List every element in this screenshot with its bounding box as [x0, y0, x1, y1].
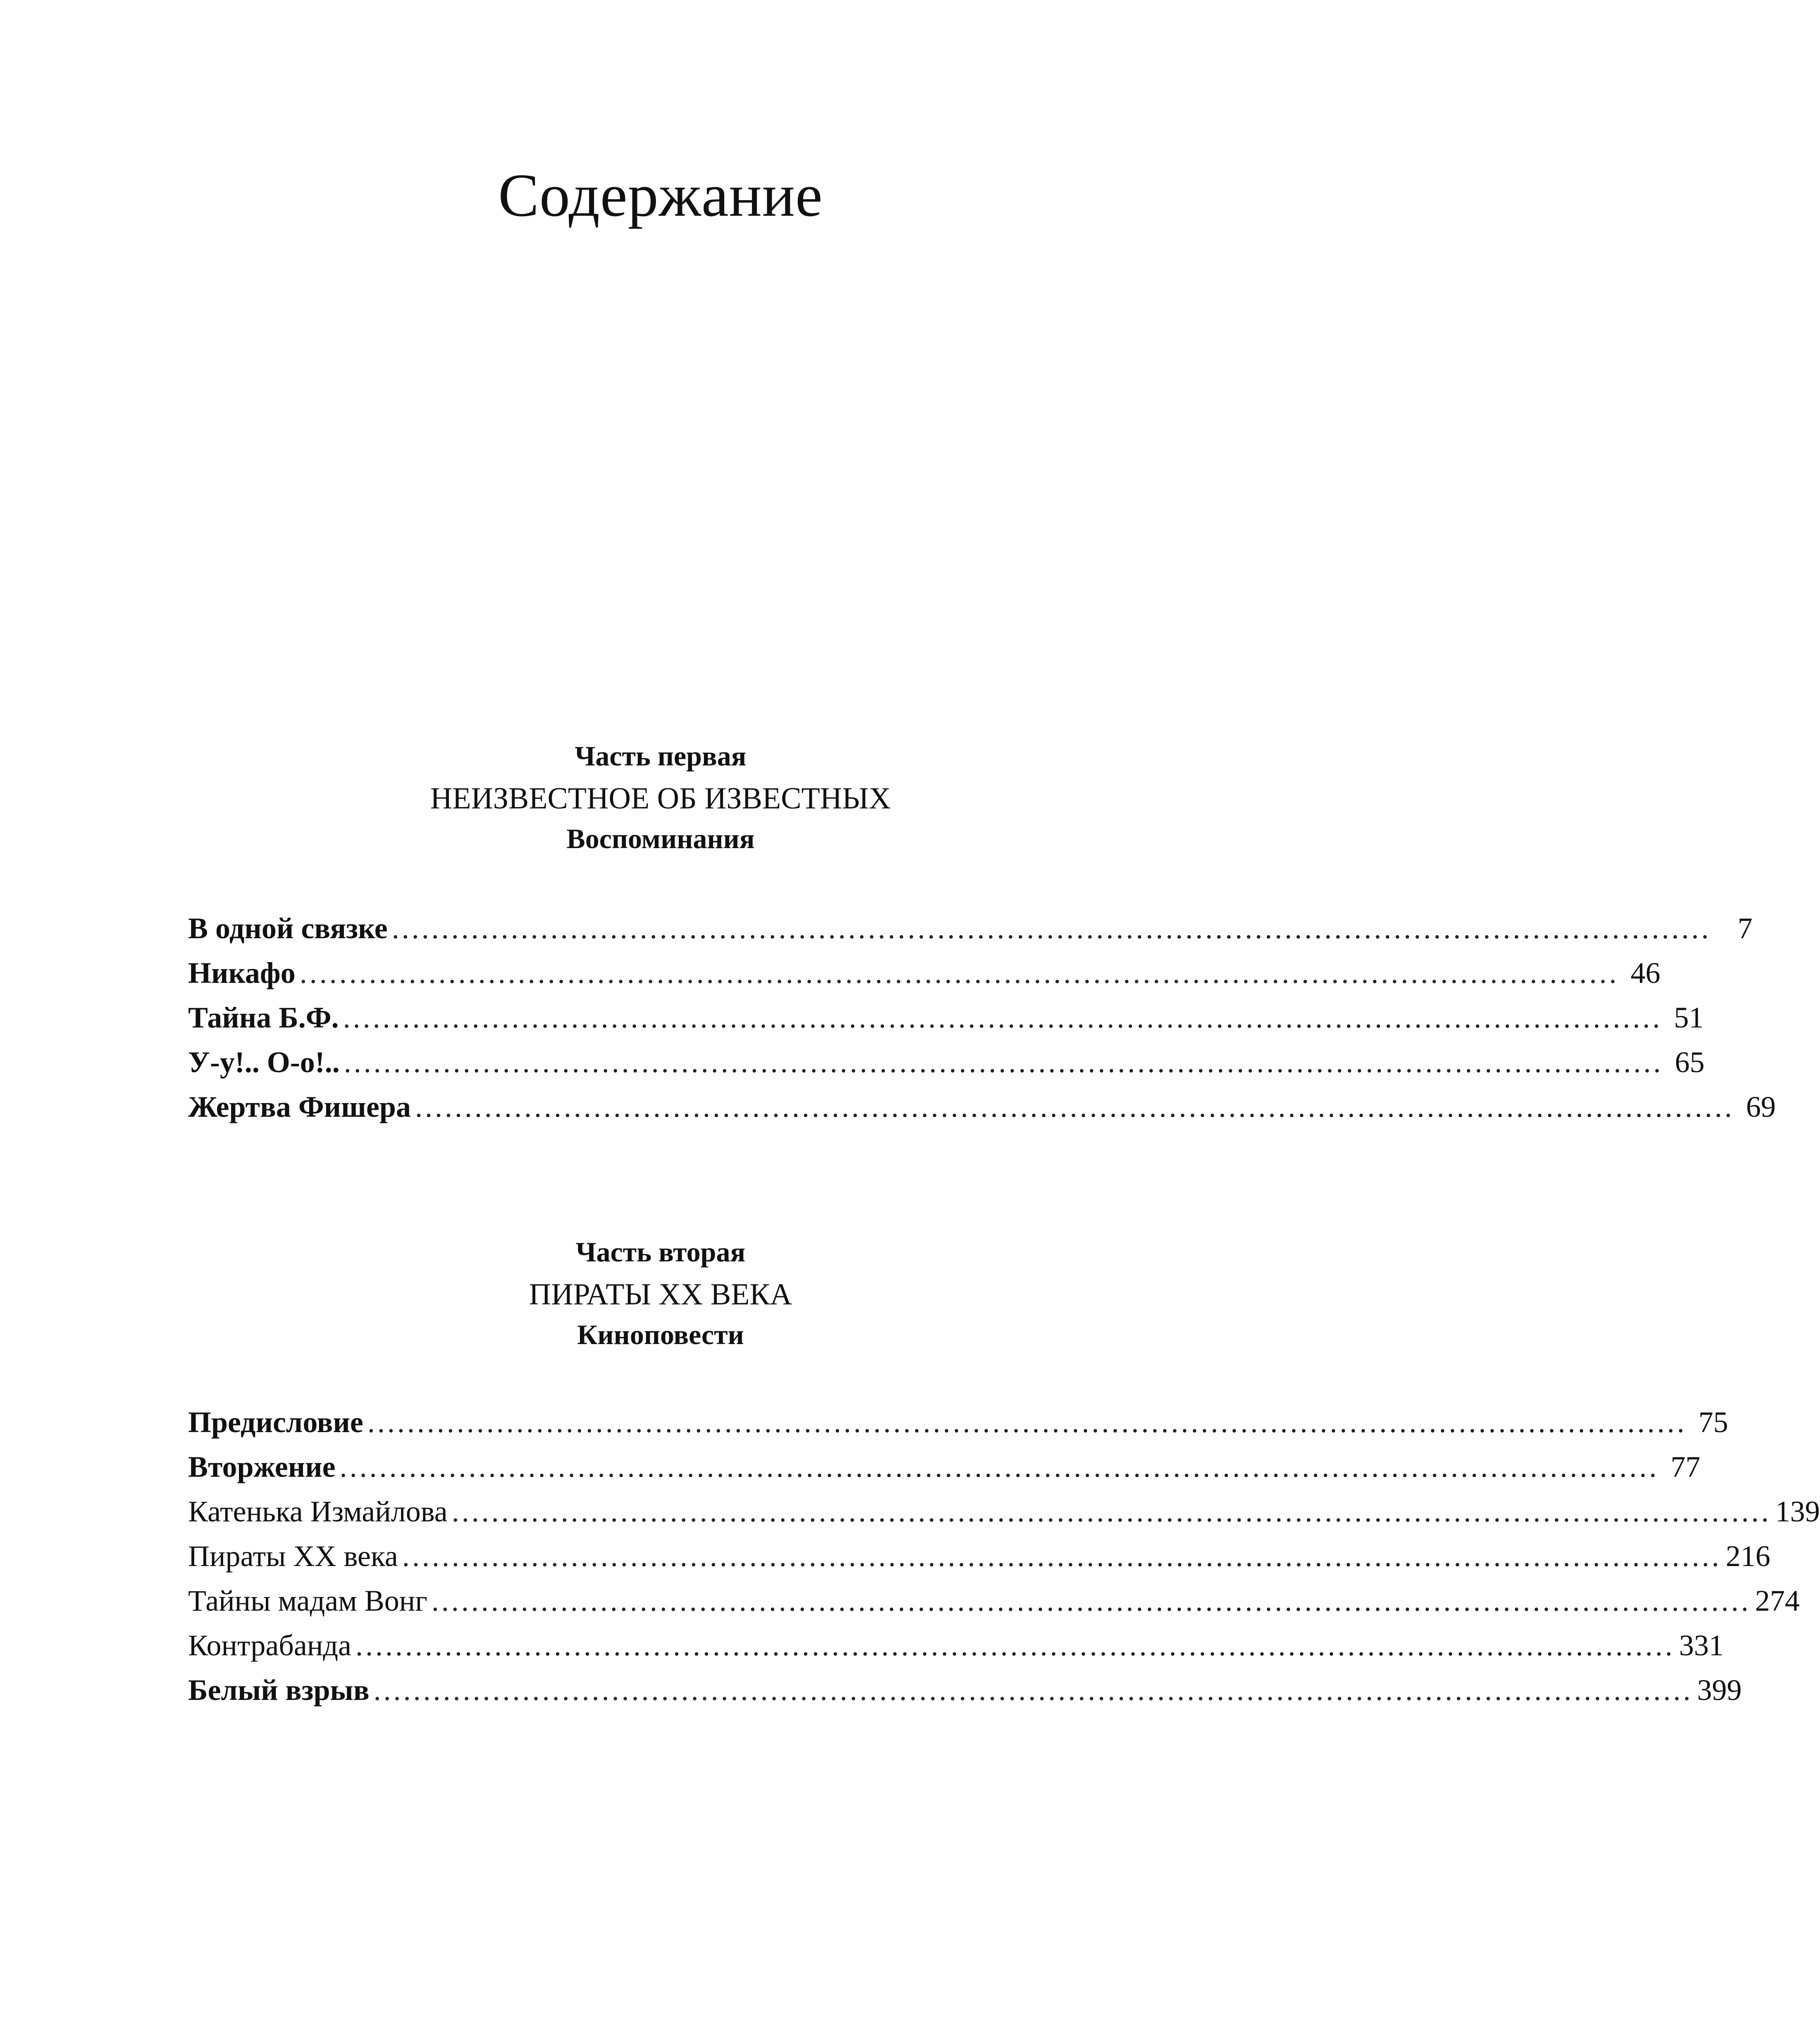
toc-entry[interactable]: [188, 1001, 1704, 1047]
dot-leader: .....................................................................................................................................: [391, 912, 1711, 945]
entry-title: Жертва Фишера: [188, 1090, 411, 1123]
dot-leader: .....................................................................................................................................: [451, 1495, 1771, 1528]
entry-page-number: 46: [1630, 956, 1660, 989]
dot-leader: .....................................................................................................................................: [415, 1090, 1734, 1123]
toc-entry[interactable]: [188, 1495, 1820, 1541]
entry-page-number: 331: [1679, 1629, 1724, 1662]
page-title: Содержание: [498, 162, 823, 230]
entry-title: Пираты XX века: [188, 1540, 398, 1573]
toc-entry[interactable]: [188, 1673, 1742, 1720]
part-label: Часть вторая: [575, 1236, 746, 1268]
entry-title: Контрабанда: [188, 1629, 351, 1662]
toc-list-part-two: [188, 1406, 1820, 1720]
entry-page-number: 274: [1755, 1584, 1800, 1617]
entry-title: В одной связке: [188, 912, 388, 945]
entry-title: У-у!.. О-о!..: [188, 1046, 340, 1079]
part-name: ПИРАТЫ XX ВЕКА: [529, 1278, 792, 1311]
toc-entry[interactable]: [188, 1629, 1724, 1675]
entry-title: Предисловие: [188, 1406, 363, 1439]
toc-entry[interactable]: [188, 1406, 1728, 1452]
dot-leader: .....................................................................................................................................: [355, 1629, 1675, 1662]
entry-title: Белый взрыв: [188, 1673, 370, 1707]
toc-entry[interactable]: [188, 1584, 1800, 1631]
entry-page-number: 65: [1674, 1046, 1705, 1079]
toc-entry[interactable]: [188, 1090, 1776, 1137]
dot-leader: .....................................................................................................................................: [367, 1406, 1687, 1439]
dot-leader: .....................................................................................................................................: [431, 1584, 1751, 1617]
toc-list-part-one: [188, 912, 1776, 1137]
entry-title: Никафо: [188, 956, 296, 989]
entry-page-number: 75: [1698, 1406, 1728, 1439]
entry-title: Катенька Измайлова: [188, 1495, 448, 1528]
dot-leader: .....................................................................................................................................: [373, 1673, 1693, 1707]
entry-title: Тайны мадам Вонг: [188, 1584, 427, 1617]
part-one-heading: [0, 742, 1321, 866]
toc-entry[interactable]: [188, 1540, 1770, 1586]
dot-leader: .....................................................................................................................................: [402, 1540, 1722, 1573]
toc-entry[interactable]: [188, 1046, 1705, 1092]
toc-entry[interactable]: [188, 912, 1753, 958]
part-name: НЕИЗВЕСТНОЕ ОБ ИЗВЕСТНЫХ: [430, 782, 891, 815]
part-label: Часть первая: [575, 740, 747, 772]
dot-leader: .....................................................................................................................................: [339, 1450, 1659, 1483]
entry-page-number: 216: [1725, 1540, 1770, 1573]
part-two-heading: [0, 1238, 1321, 1362]
dot-leader: .....................................................................................................................................: [343, 1001, 1663, 1034]
toc-entry[interactable]: [188, 1450, 1701, 1497]
dot-leader: .....................................................................................................................................: [343, 1046, 1663, 1079]
entry-page-number: 7: [1737, 912, 1753, 945]
entry-page-number: 51: [1674, 1001, 1704, 1034]
entry-page-number: 77: [1670, 1450, 1701, 1483]
entry-page-number: 69: [1746, 1090, 1776, 1123]
entry-page-number: 399: [1697, 1673, 1742, 1707]
entry-page-number: 139: [1775, 1495, 1820, 1528]
toc-entry[interactable]: [188, 956, 1660, 1003]
dot-leader: .....................................................................................................................................: [299, 956, 1619, 989]
part-genre: Воспоминания: [566, 823, 755, 854]
entry-title: Тайна Б.Ф.: [188, 1001, 339, 1034]
part-genre: Киноповести: [577, 1319, 744, 1350]
entry-title: Вторжение: [188, 1450, 336, 1483]
